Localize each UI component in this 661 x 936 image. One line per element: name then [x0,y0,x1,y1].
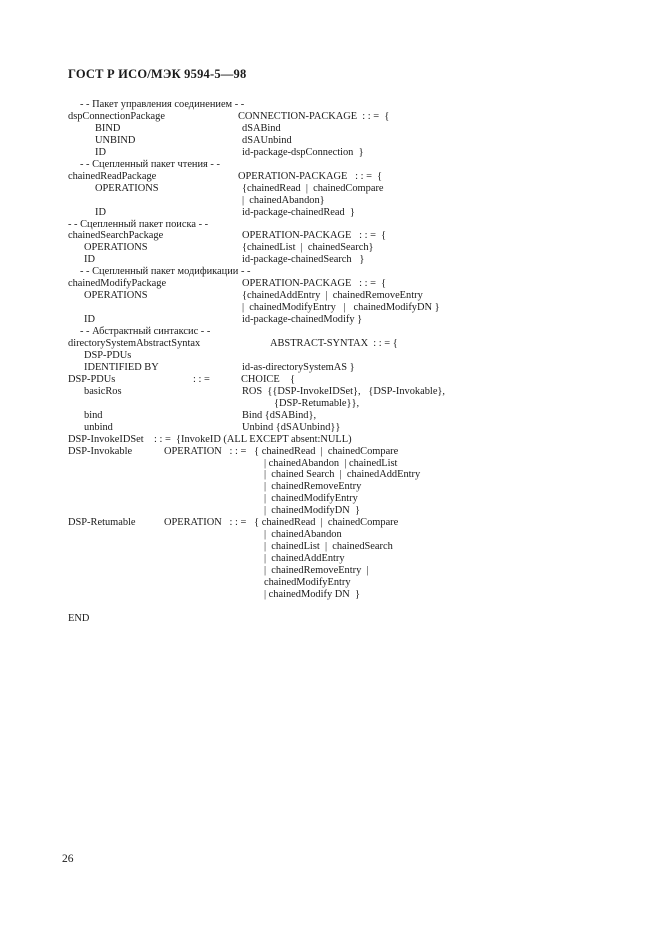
text-segment: CHOICE { [241,373,296,385]
text-segment: | chainedAbandon} [242,194,325,206]
text-line [0,362,661,374]
text-segment: basicRos [84,385,122,397]
text-line [0,314,661,326]
text-segment: id-package-chainedRead } [242,206,355,218]
text-segment: ROS {{DSP-InvokeIDSet}, {DSP-Invokable}, [242,385,446,397]
text-line [0,481,661,493]
text-segment: BIND [95,122,121,134]
text-segment: id-package-dspConnection } [242,146,364,158]
text-segment: id-package-chainedSearch } [242,254,365,266]
text-line [0,446,661,458]
text-segment: | chainedModifyEntry | chainedModifyDN } [242,302,440,314]
text-line [0,613,661,625]
text-line [0,302,661,314]
text-segment: - - Сцепленный пакет модификации - - [80,266,251,278]
page-number: 26 [62,853,74,865]
text-segment: UNBIND [95,134,136,146]
text-segment: DSP-InvokeIDSet : : = {InvokeID (ALL EXCEPT absent:NULL) [68,433,352,445]
text-line [0,493,661,505]
text-line [0,458,661,470]
text-line [0,219,661,231]
text-line [0,434,661,446]
text-segment: ID [95,206,106,218]
text-segment: OPERATION : : = { chainedRead | chainedCompare [164,445,399,457]
text-segment: | chainedModify DN } [264,588,360,600]
text-line [0,529,661,541]
text-segment: chainedModifyEntry [264,577,351,588]
text-segment: | chainedRemoveEntry | [264,565,369,577]
text-line [0,135,661,147]
text-segment: DSP-PDUs [68,373,116,385]
text-segment: dspConnectionPackage [68,110,165,122]
text-segment: chainedSearchPackage [68,230,164,242]
text-segment: chainedReadPackage [68,170,157,182]
text-line [0,254,661,266]
text-segment: ID [95,146,106,158]
text-line [0,517,661,529]
text-segment: OPERATION : : = { chainedRead | chainedCompare [164,517,399,529]
text-line [0,171,661,183]
text-segment: CONNECTION-PACKAGE : : = { [238,110,390,122]
text-segment: id-as-directorySystemAS } [242,361,355,373]
text-segment: | chainedAbandon [264,529,342,541]
text-line [0,266,661,278]
text-segment: {chainedList | chainedSearch} [242,242,374,254]
text-segment: Unbind {dSAUnbind}} [242,421,341,433]
text-segment: | chainedAbandon | chainedList [264,457,398,469]
text-segment: ID [84,254,95,266]
text-segment: OPERATIONS [84,242,148,254]
text-segment: IDENTIFIED BY [84,361,159,373]
text-segment: | chainedModifyEntry [264,493,358,505]
text-line [0,290,661,302]
text-segment: OPERATION-PACKAGE : : = { [238,170,383,182]
text-line [0,350,661,362]
text-line [0,565,661,577]
text-segment: ABSTRACT-SYNTAX : : = { [270,338,398,349]
text-line [0,207,661,219]
text-segment: OPERATION-PACKAGE : : = { [242,230,387,242]
text-line [0,123,661,135]
text-line [0,278,661,290]
text-line [0,589,661,601]
text-line [0,147,661,159]
text-line [0,195,661,207]
text-line [0,601,661,613]
text-line [0,398,661,410]
text-line [0,541,661,553]
text-line [0,422,661,434]
text-segment: dSAUnbind [242,134,292,146]
text-segment: {DSP-Retumable}}, [274,397,360,409]
text-line [0,326,661,338]
text-segment: | chainedList | chainedSearch [264,541,393,553]
text-segment: | chainedRemoveEntry [264,481,362,493]
text-line [0,183,661,195]
text-line [0,469,661,481]
text-segment: {chainedRead | chainedCompare [242,182,384,194]
text-segment: id-package-chainedModify } [242,314,363,326]
text-line [0,338,661,350]
text-line [0,553,661,565]
text-segment: unbind [84,421,113,433]
text-line [0,577,661,589]
text-segment: OPERATION-PACKAGE : : = { [242,278,387,290]
text-segment: OPERATIONS [84,290,148,302]
text-segment: chainedModifyPackage [68,278,167,290]
document-header: ГОСТ Р ИСО/МЭК 9594-5—98 [68,67,247,81]
text-segment: : : = [193,373,210,385]
text-segment: bind [84,409,103,421]
text-segment: - - Пакет управления соединением - - [80,99,245,110]
text-line [0,410,661,422]
text-segment: {chainedAddEntry | chainedRemoveEntry [242,290,423,302]
text-line [0,99,661,111]
text-segment: DSP-PDUs [84,349,132,361]
text-segment: dSABind [242,122,281,134]
text-segment: END [68,612,90,624]
text-segment: - - Сцепленный пакет чтения - - [80,158,220,170]
text-segment: OPERATIONS [95,182,159,194]
text-segment: directorySystemAbstractSyntax [68,338,201,349]
text-segment: - - Абстрактный синтаксис - - [80,326,211,338]
text-segment: Bind {dSABind}, [242,409,317,421]
text-segment: - - Сцепленный пакет поиска - - [68,218,209,230]
text-line [0,111,661,123]
text-segment: DSP-Retumable [68,517,136,529]
text-line [0,505,661,517]
text-segment: | chained Search | chainedAddEntry [264,469,421,481]
text-line [0,230,661,242]
text-segment: DSP-Invokable [68,445,133,457]
text-segment: ID [84,314,95,326]
text-line [0,242,661,254]
text-segment: | chainedAddEntry [264,553,345,565]
text-line [0,374,661,386]
text-segment: | chainedModifyDN } [264,505,360,517]
text-line [0,159,661,171]
text-line [0,386,661,398]
